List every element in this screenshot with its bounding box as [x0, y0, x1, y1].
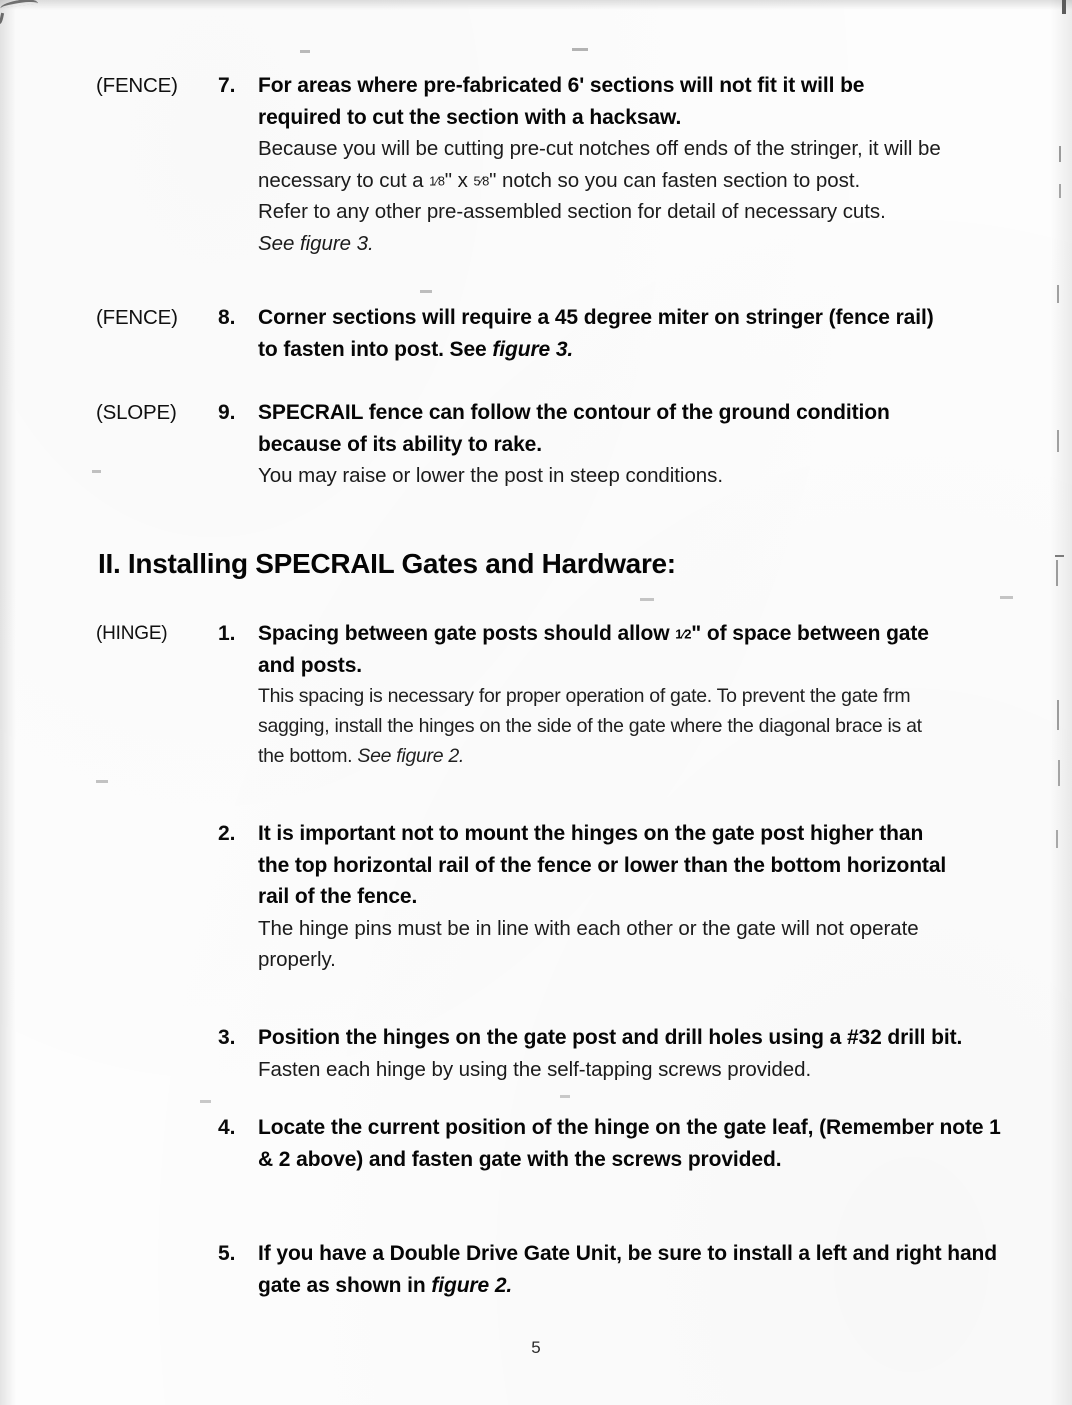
lead-text: Spacing between gate posts should allow [258, 622, 676, 645]
item-sub-line: Because you will be cutting pre-cut notches off ends of the stringer, it will be [258, 137, 941, 160]
item-lead-line: For areas where pre-fabricated 6' sections will not fit it will be [258, 74, 865, 97]
item-lead-line: Locate the current position of the hinge on the gate leaf, (Remember note 1 [258, 1116, 1001, 1139]
instruction-item-9 [96, 397, 1026, 492]
fraction-five-eighths: 5⁄8 [473, 172, 490, 188]
item-number: 5. [218, 1242, 236, 1265]
instruction-item-hinge-4 [96, 1112, 1046, 1175]
item-lead-line: SPECRAIL fence can follow the contour of the ground condition [258, 401, 890, 424]
item-body [258, 70, 1036, 259]
sub-text: " notch so you can fasten section to post. [489, 168, 861, 192]
item-sub-line: Refer to any other pre-assembled section for detail of necessary cuts. [258, 200, 886, 224]
item-body [258, 1022, 1046, 1085]
item-sub-line [258, 741, 1036, 771]
sub-text: " x [444, 168, 474, 192]
item-lead-line: & 2 above) and fasten gate with the screws provided. [258, 1147, 782, 1171]
item-figure-reference: See figure 3. [258, 231, 374, 255]
page-number: 5 [531, 1338, 541, 1357]
item-tag: (FENCE) [96, 306, 178, 329]
item-number: 2. [218, 822, 236, 845]
section-heading: II. Installing SPECRAIL Gates and Hardware: [98, 548, 676, 579]
item-tag: (SLOPE) [96, 401, 177, 424]
item-body [258, 818, 1041, 976]
item-number: 8. [218, 306, 236, 329]
item-lead-line: If you have a Double Drive Gate Unit, be sure to install a left and right hand [258, 1242, 997, 1265]
item-number: 1. [218, 622, 236, 645]
item-figure-reference: See figure 2. [357, 745, 465, 768]
sub-text: necessary to cut a [258, 168, 430, 192]
item-figure-reference: figure 2. [431, 1273, 513, 1297]
item-number: 9. [218, 401, 236, 424]
item-lead-line: the top horizontal rail of the fence or lower than the bottom horizontal [258, 853, 947, 877]
item-sub-line: The hinge pins must be in line with each other or the gate will not operate [258, 916, 919, 940]
item-body [258, 1112, 1046, 1175]
item-body [258, 302, 1041, 365]
item-lead-line: because of its ability to rake. [258, 432, 542, 456]
item-lead-line: Position the hinges on the gate post and drill holes using a #32 drill bit. [258, 1026, 963, 1049]
item-sub-line: You may raise or lower the post in steep conditions. [258, 464, 723, 487]
fraction-one-half: 1⁄2 [675, 626, 692, 642]
item-lead-line [258, 334, 1041, 366]
instruction-item-hinge-1 [96, 618, 1036, 771]
item-sub-line [258, 165, 1036, 197]
item-figure-reference: figure 3. [492, 337, 574, 361]
instruction-item-hinge-5 [96, 1238, 1046, 1301]
lead-text: " of space between gate [691, 622, 929, 645]
item-tag: (HINGE) [96, 623, 168, 644]
instruction-item-8 [96, 302, 1041, 365]
item-lead-line: required to cut the section with a hacksaw. [258, 105, 682, 129]
item-sub-line: properly. [258, 948, 336, 971]
fraction-one-eighth: 1⁄8 [429, 172, 445, 188]
item-body [258, 1238, 1046, 1301]
item-sub-line: Fasten each hinge by using the self-tapping screws provided. [258, 1057, 812, 1081]
lead-text: to fasten into post. See [258, 337, 493, 361]
sub-text: the bottom. [258, 745, 358, 768]
item-lead-line: rail of the fence. [258, 885, 418, 908]
item-sub-line: sagging, install the hinges on the side of the gate where the diagonal brace is at [258, 715, 922, 738]
item-number: 7. [218, 74, 236, 97]
item-lead-line: It is important not to mount the hinges on the gate post higher than [258, 822, 924, 845]
item-number: 3. [218, 1026, 236, 1049]
item-body [258, 618, 1036, 771]
item-lead-line [258, 618, 1036, 650]
item-body [258, 397, 1026, 492]
item-sub-line: This spacing is necessary for proper operation of gate. To prevent the gate frm [258, 685, 911, 708]
instruction-item-hinge-3 [96, 1022, 1046, 1085]
instruction-item-7 [96, 70, 1036, 259]
item-lead-line: and posts. [258, 653, 363, 677]
item-tag: (FENCE) [96, 74, 178, 97]
item-lead-line: Corner sections will require a 45 degree miter on stringer (fence rail) [258, 306, 934, 329]
item-lead-line [258, 1270, 1046, 1302]
lead-text: gate as shown in [258, 1273, 432, 1297]
instruction-item-hinge-2 [96, 818, 1041, 976]
item-number: 4. [218, 1116, 236, 1139]
